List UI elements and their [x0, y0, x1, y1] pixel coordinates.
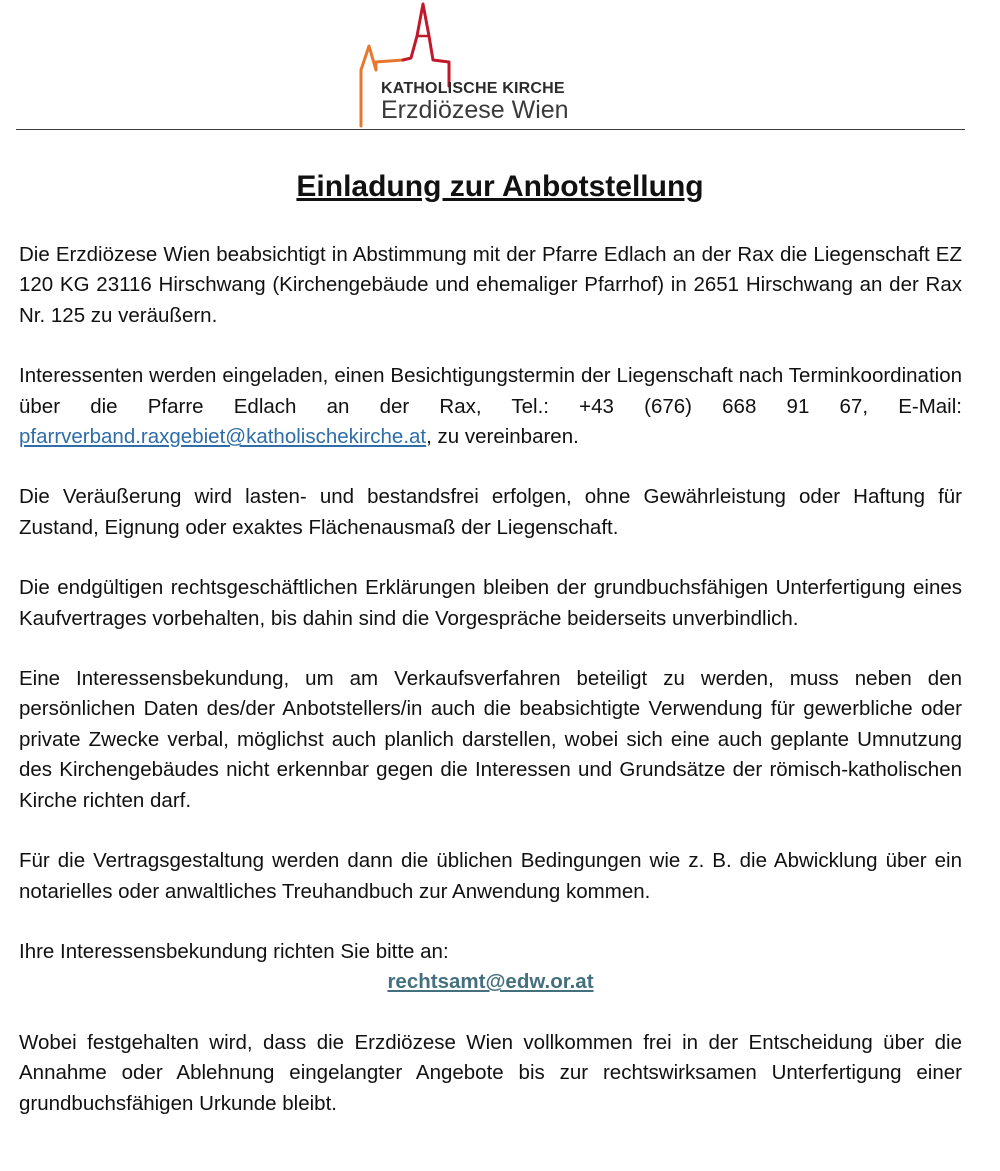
viewing-text-end: , zu vereinbaren. — [426, 425, 579, 449]
contact-email-block — [19, 967, 962, 997]
paragraph-legal-declarations: Die endgültigen rechtsgeschäftlichen Erklärungen bleiben der grundbuchsfähigen Unterfertigung eines Kaufvertrages vorbehalten, bis dahin sind die Vorgespräche beiderseits unverbindlich. — [19, 576, 962, 630]
logo-subtitle: Erzdiözese Wien — [381, 96, 569, 124]
header-divider — [16, 129, 965, 130]
paragraph-send-to: Ihre Interessensbekundung richten Sie bitte an: — [19, 939, 449, 963]
paragraph-viewing-appointment — [19, 361, 962, 452]
paragraph-contract-terms: Für die Vertragsgestaltung werden dann die üblichen Bedingungen wie z. B. die Abwicklung über ein notarielles oder anwaltliches Treuhandbuch zur Anwendung kommen. — [19, 849, 962, 903]
archdiocese-logo — [355, 0, 615, 130]
page-header — [0, 0, 1000, 132]
legal-office-email-link[interactable]: rechtsamt@edw.or.at — [387, 970, 594, 994]
paragraph-expression-of-interest: Eine Interessensbekundung, um am Verkaufsverfahren beteiligt zu werden, muss neben den persönlichen Daten des/der Anbotstellers/in auch die beabsichtigte Verwendung für gewerbliche oder private Zwecke verbal, möglichst auch planlich darstellen, wobei sich eine auch geplante Umnutzung des Kirchengebäudes nicht erkennbar gegen die Interessen und Grundsätze der römisch-katholischen Kirche richten darf. — [19, 667, 962, 812]
logo-title: KATHOLISCHE KIRCHE — [381, 80, 565, 97]
paragraph-reservation: Wobei festgehalten wird, dass die Erzdiözese Wien vollkommen frei in der Entscheidung über die Annahme oder Ablehnung eingelangter Angebote bis zur rechtswirksamen Unterfertigung einer grundbuchsfähigen Urkunde bleibt. — [19, 1030, 962, 1115]
paragraph-sale-intent: Die Erzdiözese Wien beabsichtigt in Abstimmung mit der Pfarre Edlach an der Rax die Liegenschaft EZ 120 KG 23116 Hirschwang (Kirchengebäude und ehemaliger Pfarrhof) in 2651 Hirschwang an der Rax Nr. 125 zu veräußern. — [19, 243, 962, 327]
paragraph-sale-conditions: Die Veräußerung wird lasten- und bestandsfrei erfolgen, ohne Gewährleistung oder Haftung für Zustand, Eignung oder exaktes Flächenausmaß der Liegenschaft. — [19, 485, 962, 539]
parish-email-link[interactable]: pfarrverband.raxgebiet@katholischekirche.at — [19, 425, 427, 449]
viewing-text: Interessenten werden eingeladen, einen Besichtigungstermin der Liegenschaft nach Terminkoordination über die Pfarre Edlach an der Rax, Tel.: +43 (676) 668 91 67, E-Mail: — [19, 364, 962, 418]
page-title: Einladung zur Anbotstellung — [296, 170, 704, 203]
document-body — [19, 240, 962, 1149]
